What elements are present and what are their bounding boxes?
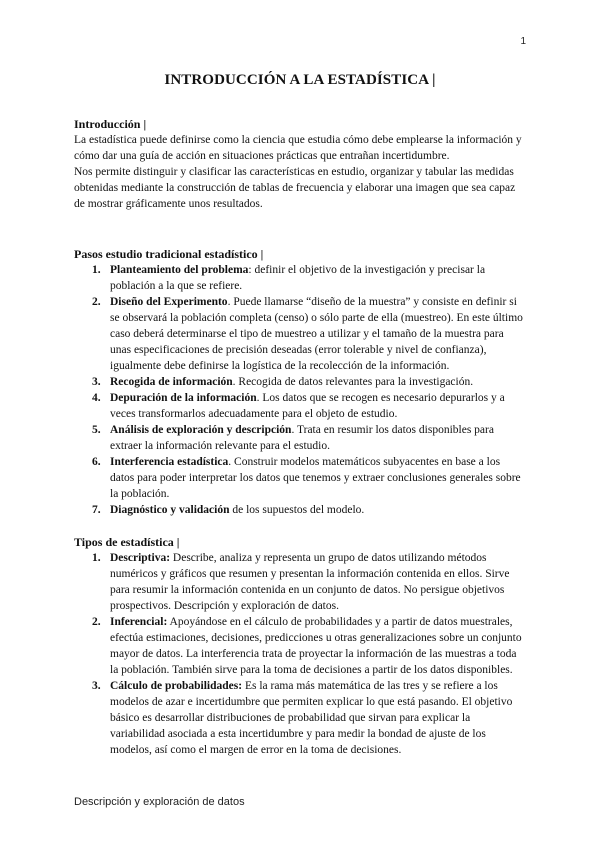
list-number: 1.: [92, 264, 101, 276]
list-number: 4.: [92, 392, 101, 404]
list-term: Recogida de información: [110, 376, 233, 388]
list-number: 3.: [92, 680, 101, 692]
page-number: 1: [520, 36, 526, 47]
list-item: [92, 502, 526, 518]
list-term: Inferencial:: [110, 616, 168, 628]
list-item: [92, 390, 526, 422]
list-number: 1.: [92, 552, 101, 564]
list-text: . Recogida de datos relevantes para la investigación.: [232, 376, 474, 388]
list-term: Planteamiento del problema: [110, 264, 249, 276]
tipos-section: [74, 534, 526, 758]
tipos-heading: Tipos de estadística |: [74, 535, 180, 549]
list-text: . Puede llamarse “diseño de la muestra” y consiste en definir si se observará la población completa (censo) o sólo parte de ella (muestreo). En este último caso deberá determinarse el tipo de muestreo a utilizar y el tamaño de la muestra para unas especificaciones de precisión deseadas (error tolerable y nivel de confianza), igualmente debe definirse la logística de la recolección de la información.: [110, 296, 523, 372]
list-term: Diseño del Experimento: [110, 296, 228, 308]
intro-paragraph-1: La estadística puede definirse como la ciencia que estudia cómo debe emplearse la información y cómo dar una guía de acción en situaciones prácticas que entrañan incertidumbre.: [74, 134, 522, 162]
list-item: [92, 454, 526, 502]
list-term: Interferencia estadística: [110, 456, 229, 468]
list-number: 7.: [92, 504, 101, 516]
list-number: 2.: [92, 616, 101, 628]
list-item: [92, 614, 526, 678]
list-number: 2.: [92, 296, 101, 308]
list-text: Es la rama más matemática de las tres y se refiere a los modelos de azar e incertidumbre que permiten explicar lo que está pasando. El objetivo básico es desarrollar distribuciones de probabilidad que sirvan para explicar la variabilidad asociada a esta incertidumbre y para medir la bondad de ajuste de los modelos, así como el margen de error en la toma de decisiones.: [110, 680, 513, 756]
intro-section: [74, 116, 526, 212]
pasos-heading: Pasos estudio tradicional estadístico |: [74, 247, 264, 261]
list-number: 5.: [92, 424, 101, 436]
pasos-section: [74, 246, 526, 518]
list-term: Depuración de la información: [110, 392, 257, 404]
list-text: Apoyándose en el cálculo de probabilidades y a partir de datos muestrales, efectúa estimaciones, decisiones, predicciones u otras generalizaciones sobre un conjunto mayor de datos. La interferencia trata de proyectar la información de las muestras a toda la población. También sirve para la toma de decisiones a partir de los datos disponibles.: [110, 616, 522, 676]
list-text: de los supuestos del modelo.: [229, 504, 365, 516]
list-item: [92, 550, 526, 614]
tipos-list: [74, 550, 526, 758]
list-term: Descriptiva:: [110, 552, 171, 564]
list-text: . Construir modelos matemáticos subyacentes en base a los datos para poder interpretar los datos que tenemos y extraer conclusiones generales sobre la población.: [110, 456, 521, 500]
list-number: 6.: [92, 456, 101, 468]
intro-paragraph-2: Nos permite distinguir y clasificar las características en estudio, organizar y tabular las medidas obtenidas mediante la construcción de tablas de frecuencia y elaborar una imagen que sea capaz de mostrar gráficamente unos resultados.: [74, 166, 516, 210]
list-text: Describe, analiza y representa un grupo de datos utilizando métodos numéricos y gráficos que resumen y presentan la información contenida en ellos. Sirve para resumir la información contenida en un conjunto de datos. No persigue objetivos prospectivos. Descripción y exploración de datos.: [110, 552, 510, 612]
pasos-list: [74, 262, 526, 518]
document-title: INTRODUCCIÓN A LA ESTADÍSTICA |: [164, 72, 436, 88]
list-item: [92, 678, 526, 758]
list-item: [92, 262, 526, 294]
list-number: 3.: [92, 376, 101, 388]
list-item: [92, 294, 526, 374]
list-term: Cálculo de probabilidades:: [110, 680, 243, 692]
page-footer: Descripción y exploración de datos: [74, 796, 245, 808]
intro-heading: Introducción |: [74, 117, 147, 131]
list-item: [92, 422, 526, 454]
list-item: [92, 374, 526, 390]
list-term: Diagnóstico y validación: [110, 504, 230, 516]
list-text: : definir el objetivo de la investigación y precisar la población a la que se refiere.: [110, 264, 486, 292]
list-text: . Trata en resumir los datos disponibles para extraer la información relevante para el estudio.: [110, 424, 494, 452]
list-text: . Los datos que se recogen es necesario depurarlos y a veces transformarlos adecuadamente para el objeto de estudio.: [110, 392, 505, 420]
list-term: Análisis de exploración y descripción: [110, 424, 292, 436]
